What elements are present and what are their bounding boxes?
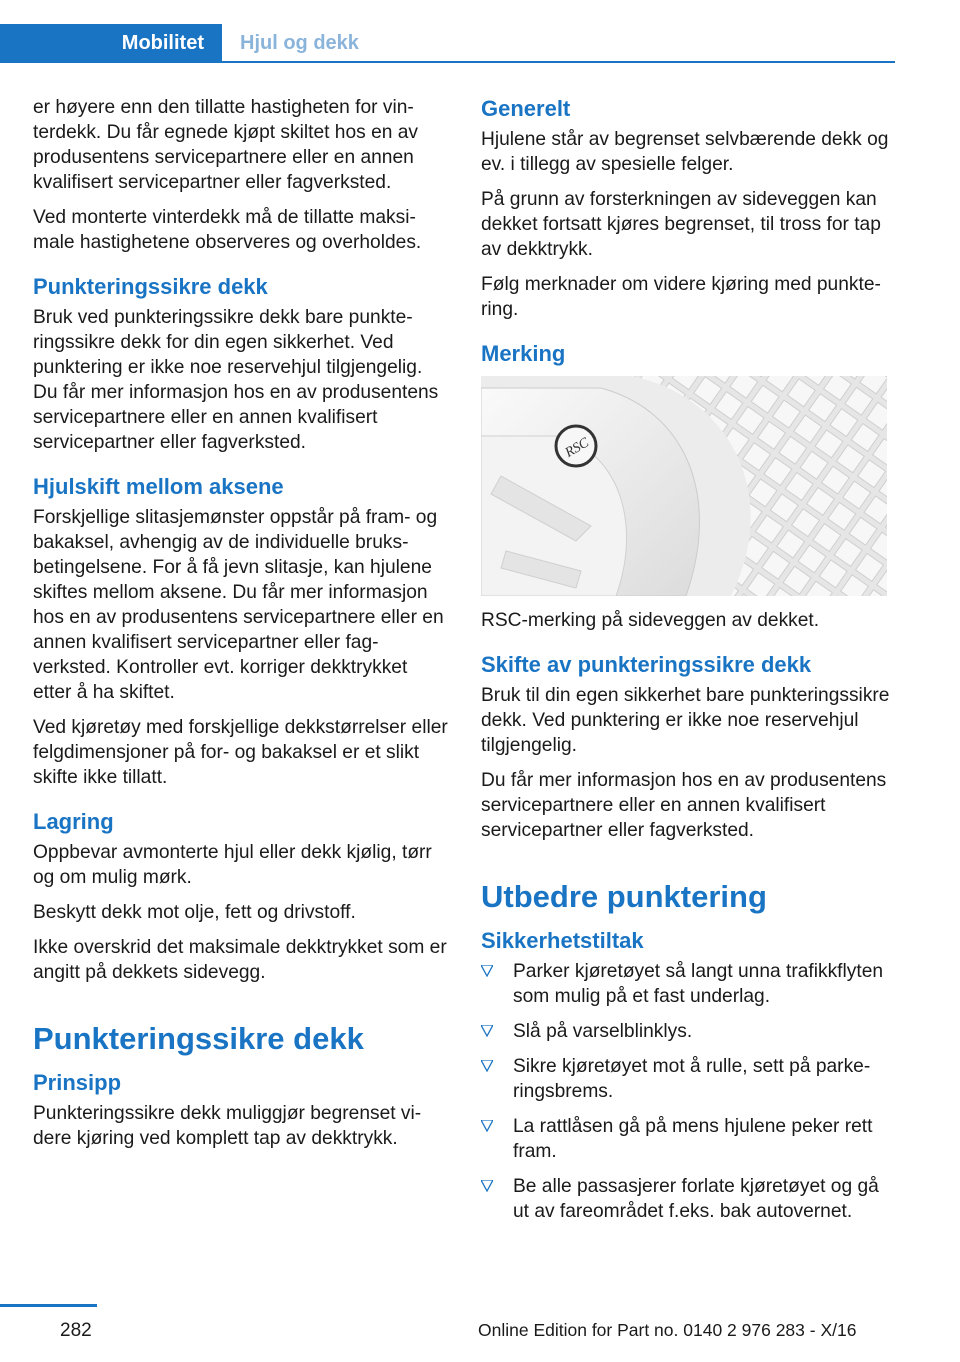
heading-safety: Sikkerhetstiltak [481,928,644,953]
list-item [481,1174,897,1224]
triangle-bullet-icon [481,1060,493,1072]
heading-repair: Utbedre punktering [481,879,767,914]
paragraph: Ved monterte vinterdekk må de tillatte maksimale hastighetene observeres og overholdes. [33,207,422,253]
list-item [481,1019,897,1044]
list-item [481,959,897,1009]
paragraph: Punkteringssikre dekk muliggjør begrenset videre kjøring ved komplett tap av dekktrykk. [33,1103,422,1149]
heading-change: Skifte av punkteringssikre dekk [481,652,812,677]
heading-marking: Merking [481,341,566,366]
paragraph: Følg merknader om videre kjøring med punktering. [481,274,881,320]
safety-steps-list [481,959,897,1224]
right-column [481,95,897,1234]
list-item [481,1054,897,1104]
heading-runflat: Punkteringssikre dekk [33,274,268,299]
paragraph: Du får mer informasjon hos en av produsentens servicepartnere eller en annen kvalifisert servicepartner eller fagverksted. [481,770,887,841]
paragraph: Bruk ved punkteringssikre dekk bare punkteringssikre dekk for din egen sikkerhet. Ved punktering er ikke noe reservehjul tilgjengelig. Du får mer informasjon hos en av produsentens servicepartnere eller en annen kvalifisert servicepartner eller fagverksted. [33,307,439,453]
list-item-text: Be alle passasjerer forlate kjøretøyet og gå ut av fareområdet f.eks. bak autovernet. [513,1176,879,1222]
left-column [33,95,449,1161]
topic-tab [240,24,359,62]
paragraph: Ikke overskrid det maksimale dekktrykket som er angitt på dekkets sidevegg. [33,937,447,983]
heading-principle: Prinsipp [33,1070,122,1095]
figure-caption: RSC-merking på sideveggen av dekket. [481,610,820,631]
paragraph: Ved kjøretøy med forskjellige dekkstørrelser eller felgdimensjoner på for- og bakaksel er et slikt skifte ikke tillatt. [33,717,448,788]
paragraph: Hjulene står av begrenset selvbærende dekk og ev. i tillegg av spesielle felger. [481,129,889,175]
list-item [481,1114,897,1164]
triangle-bullet-icon [481,965,493,977]
edition-line: Online Edition for Part no. 0140 2 976 283 - X/16 [478,1320,857,1340]
heading-storage: Lagring [33,809,114,834]
list-item-text: Parker kjøretøyet så langt unna trafikkflyten som mulig på et fast underlag. [513,961,884,1007]
section-tab [0,24,222,62]
topic-tab-label: Hjul og dekk [240,31,359,54]
paragraph: Forskjellige slitasjemønster oppstår på fram- og bakaksel, avhengig av de individuelle bruksbetingelsene. For å få jevn slitasje, kan hjulene skiftes mellom aksene. Du får mer informasjon hos en av produsentens servicepartnere eller en annen kvalifisert servicepartner eller fagverksted. Kontroller evt. korriger dekktrykket etter å ha skiftet. [33,507,444,703]
heading-general: Generelt [481,96,571,121]
list-item-text: La rattlåsen gå på mens hjulene peker rett fram. [513,1116,873,1162]
rsc-logo: RSC [562,435,592,461]
tire-rsc-illustration [481,376,887,596]
list-item-text: Slå på varselblinklys. [513,1021,693,1042]
header-rule [0,61,895,63]
heading-main-runflat: Punkteringssikre dekk [33,1021,364,1056]
paragraph: Bruk til din egen sikkerhet bare punkteringssikre dekk. Ved punktering er ikke noe reservehjul tilgjengelig. [481,685,890,756]
paragraph: Oppbevar avmonterte hjul eller dekk kjølig, tørr og om mulig mørk. [33,842,432,888]
paragraph: Beskytt dekk mot olje, fett og drivstoff. [33,902,356,923]
triangle-bullet-icon [481,1025,493,1037]
section-tab-label: Mobilitet [121,31,204,54]
triangle-bullet-icon [481,1120,493,1132]
list-item-text: Sikre kjøretøyet mot å rulle, sett på parkeringsbrems. [513,1056,871,1102]
paragraph: På grunn av forsterkningen av sideveggen kan dekket fortsatt kjøres begrenset, til tross for tap av dekktrykk. [481,189,881,260]
paragraph: er høyere enn den tillatte hastigheten for vinterdekk. Du får egnede kjøpt skiltet hos en av produsentens servicepartnere eller en annen kvalifisert servicepartner eller fagverksted. [33,97,419,193]
footer-rule [0,1304,97,1307]
triangle-bullet-icon [481,1180,493,1192]
page-number: 282 [60,1320,92,1341]
heading-rotation: Hjulskift mellom aksene [33,474,284,499]
